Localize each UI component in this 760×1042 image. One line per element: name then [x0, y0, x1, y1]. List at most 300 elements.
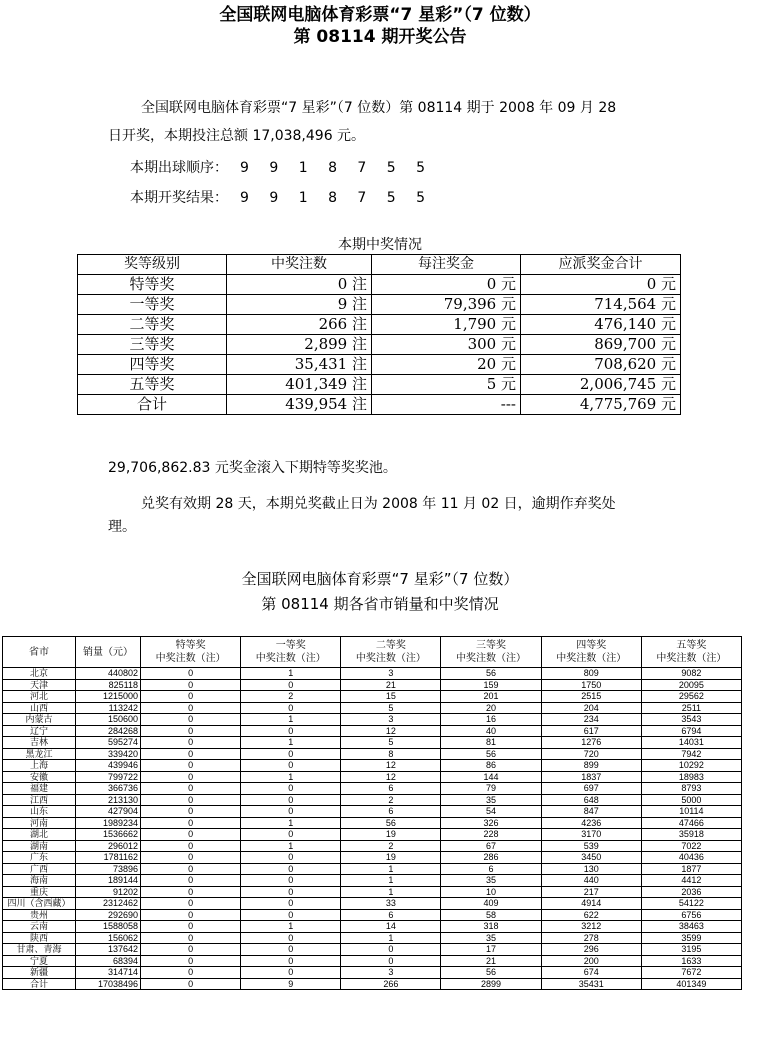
prize-cell: 合计 — [78, 395, 227, 415]
province-winners: 278 — [541, 932, 641, 944]
province-winners: 0 — [141, 967, 241, 979]
prize-cell: 300 元 — [372, 335, 521, 355]
province-winners: 0 — [141, 863, 241, 875]
draw-order-label: 本期出球顺序： — [130, 160, 228, 176]
province-winners: 1276 — [541, 737, 641, 749]
province-winners: 144 — [441, 771, 541, 783]
province-name: 陕西 — [3, 932, 76, 944]
province-winners: 697 — [541, 783, 641, 795]
province-winners: 0 — [241, 783, 341, 795]
province-name: 广西 — [3, 863, 76, 875]
province-winners: 326 — [441, 817, 541, 829]
province-winners: 14 — [341, 921, 441, 933]
province-winners: 18983 — [641, 771, 741, 783]
province-winners: 0 — [241, 886, 341, 898]
announcement-subtitle: 第 08114 期开奖公告 — [293, 27, 467, 47]
province-winners: 35 — [441, 932, 541, 944]
province-winners: 318 — [441, 921, 541, 933]
province-winners: 4412 — [641, 875, 741, 887]
province-winners: 1837 — [541, 771, 641, 783]
province-winners: 33 — [341, 898, 441, 910]
province-sales: 1781162 — [76, 852, 141, 864]
province-row — [3, 714, 742, 726]
province-winners: 2511 — [641, 702, 741, 714]
province-winners: 622 — [541, 909, 641, 921]
province-row — [3, 829, 742, 841]
province-winners: 3 — [341, 714, 441, 726]
prize-cell: 五等奖 — [78, 375, 227, 395]
province-winners: 86 — [441, 760, 541, 772]
province-name: 湖北 — [3, 829, 76, 841]
province-winners: 40 — [441, 725, 541, 737]
province-winners: 5 — [341, 737, 441, 749]
province-winners: 899 — [541, 760, 641, 772]
prize-cell: 869,700 元 — [521, 335, 681, 355]
col-header-grade-special — [141, 637, 241, 668]
province-row — [3, 863, 742, 875]
province-row — [3, 817, 742, 829]
province-winners: 2036 — [641, 886, 741, 898]
province-winners: 1 — [241, 771, 341, 783]
prize-cell: 401,349 注 — [227, 375, 372, 395]
province-winners: 401349 — [641, 978, 741, 990]
prize-table-caption: 本期中奖情况 — [338, 237, 422, 253]
province-winners: 19 — [341, 829, 441, 841]
province-winners: 0 — [141, 760, 241, 772]
draw-result-numbers: 9 9 1 8 7 5 5 — [240, 190, 434, 206]
validity-line-1: 兑奖有效期 28 天，本期兑奖截止日为 2008 年 11 月 02 日，逾期作弃奖处 — [141, 496, 616, 512]
province-name: 海南 — [3, 875, 76, 887]
grade-1-l2: 中奖注数（注） — [255, 653, 326, 664]
prize-cell: 714,564 元 — [521, 295, 681, 315]
province-winners: 0 — [141, 909, 241, 921]
province-sales: 1588058 — [76, 921, 141, 933]
province-sales: 440802 — [76, 668, 141, 680]
province-winners: 234 — [541, 714, 641, 726]
prize-cell: 0 元 — [521, 275, 681, 295]
province-winners: 809 — [541, 668, 641, 680]
province-name: 内蒙古 — [3, 714, 76, 726]
province-winners: 0 — [241, 898, 341, 910]
province-sales: 91202 — [76, 886, 141, 898]
province-winners: 0 — [141, 852, 241, 864]
province-winners: 0 — [241, 702, 341, 714]
prize-cell: 1,790 元 — [372, 315, 521, 335]
province-row — [3, 875, 742, 887]
prize-cell: 0 注 — [227, 275, 372, 295]
province-name: 广东 — [3, 852, 76, 864]
province-winners: 5000 — [641, 794, 741, 806]
prize-row — [78, 375, 681, 395]
province-winners: 35918 — [641, 829, 741, 841]
province-winners: 10292 — [641, 760, 741, 772]
province-winners: 56 — [441, 967, 541, 979]
province-table-header-row — [3, 637, 742, 668]
province-row — [3, 748, 742, 760]
prize-row — [78, 315, 681, 335]
province-winners: 20095 — [641, 679, 741, 691]
province-winners: 6 — [341, 806, 441, 818]
province-winners: 35431 — [541, 978, 641, 990]
grade-5-l1: 五等奖 — [676, 640, 707, 651]
province-winners: 296 — [541, 944, 641, 956]
province-winners: 47466 — [641, 817, 741, 829]
province-name: 天津 — [3, 679, 76, 691]
grade-2-l1: 二等奖 — [375, 640, 406, 651]
province-name: 合计 — [3, 978, 76, 990]
prize-cell: 2,899 注 — [227, 335, 372, 355]
province-sales: 189144 — [76, 875, 141, 887]
province-winners: 217 — [541, 886, 641, 898]
prize-table — [77, 254, 681, 415]
province-winners: 1 — [341, 886, 441, 898]
grade-special-l2: 中奖注数（注） — [155, 653, 226, 664]
province-winners: 7942 — [641, 748, 741, 760]
province-row — [3, 967, 742, 979]
province-winners: 0 — [141, 725, 241, 737]
province-winners: 0 — [141, 875, 241, 887]
province-table — [2, 636, 742, 990]
province-section-title: 全国联网电脑体育彩票“7 星彩”（7 位数） — [241, 570, 519, 588]
province-sales: 156062 — [76, 932, 141, 944]
prize-table-header-row — [78, 255, 681, 275]
province-winners: 1633 — [641, 955, 741, 967]
province-winners: 0 — [141, 748, 241, 760]
prize-cell: 0 元 — [372, 275, 521, 295]
prize-cell: 5 元 — [372, 375, 521, 395]
province-name: 甘肃、青海 — [3, 944, 76, 956]
col-header-prize-per-bet: 每注奖金 — [372, 255, 521, 275]
province-row — [3, 783, 742, 795]
province-winners: 6794 — [641, 725, 741, 737]
province-sales: 427904 — [76, 806, 141, 818]
province-winners: 19 — [341, 852, 441, 864]
province-winners: 0 — [241, 829, 341, 841]
province-winners: 0 — [141, 955, 241, 967]
province-row — [3, 840, 742, 852]
province-winners: 204 — [541, 702, 641, 714]
province-row — [3, 806, 742, 818]
grade-special-l1: 特等奖 — [175, 640, 206, 651]
prize-cell: 708,620 元 — [521, 355, 681, 375]
grade-4-l1: 四等奖 — [576, 640, 607, 651]
province-winners: 4236 — [541, 817, 641, 829]
province-winners: 159 — [441, 679, 541, 691]
province-winners: 0 — [141, 702, 241, 714]
province-winners: 67 — [441, 840, 541, 852]
province-winners: 1 — [341, 932, 441, 944]
province-winners: 617 — [541, 725, 641, 737]
province-winners: 81 — [441, 737, 541, 749]
province-winners: 0 — [241, 944, 341, 956]
province-winners: 14031 — [641, 737, 741, 749]
province-section-subtitle: 第 08114 期各省市销量和中奖情况 — [261, 595, 499, 613]
province-winners: 0 — [141, 714, 241, 726]
province-name: 江西 — [3, 794, 76, 806]
prize-cell: 439,954 注 — [227, 395, 372, 415]
province-winners: 56 — [441, 748, 541, 760]
province-winners: 56 — [441, 668, 541, 680]
province-winners: 0 — [141, 771, 241, 783]
province-name: 新疆 — [3, 967, 76, 979]
province-winners: 6 — [341, 783, 441, 795]
province-winners: 1877 — [641, 863, 741, 875]
province-winners: 6 — [341, 909, 441, 921]
province-winners: 3195 — [641, 944, 741, 956]
province-winners: 5 — [341, 702, 441, 714]
province-sales: 296012 — [76, 840, 141, 852]
province-winners: 2 — [341, 840, 441, 852]
province-sales: 73896 — [76, 863, 141, 875]
province-winners: 720 — [541, 748, 641, 760]
province-winners: 440 — [541, 875, 641, 887]
col-header-total-prize: 应派奖金合计 — [521, 255, 681, 275]
province-row — [3, 771, 742, 783]
province-winners: 0 — [241, 725, 341, 737]
prize-cell: 2,006,745 元 — [521, 375, 681, 395]
province-winners: 201 — [441, 691, 541, 703]
province-table-body — [3, 668, 742, 990]
province-winners: 1 — [241, 921, 341, 933]
province-name: 黑龙江 — [3, 748, 76, 760]
province-winners: 409 — [441, 898, 541, 910]
province-row — [3, 794, 742, 806]
province-winners: 1 — [241, 668, 341, 680]
province-winners: 35 — [441, 875, 541, 887]
grade-2-l2: 中奖注数（注） — [355, 653, 426, 664]
prize-cell: 4,775,769 元 — [521, 395, 681, 415]
province-winners: 286 — [441, 852, 541, 864]
province-winners: 10 — [441, 886, 541, 898]
province-winners: 0 — [241, 852, 341, 864]
province-winners: 0 — [241, 955, 341, 967]
province-winners: 847 — [541, 806, 641, 818]
province-winners: 1750 — [541, 679, 641, 691]
province-winners: 0 — [241, 748, 341, 760]
province-winners: 3 — [341, 668, 441, 680]
province-sales: 150600 — [76, 714, 141, 726]
province-name: 四川（含西藏） — [3, 898, 76, 910]
province-winners: 56 — [341, 817, 441, 829]
province-sales: 595274 — [76, 737, 141, 749]
province-name: 湖南 — [3, 840, 76, 852]
province-winners: 0 — [341, 955, 441, 967]
province-row — [3, 898, 742, 910]
province-row — [3, 725, 742, 737]
province-winners: 0 — [241, 679, 341, 691]
province-name: 河南 — [3, 817, 76, 829]
province-name: 福建 — [3, 783, 76, 795]
province-name: 吉林 — [3, 737, 76, 749]
province-row — [3, 691, 742, 703]
province-row — [3, 909, 742, 921]
province-winners: 35 — [441, 794, 541, 806]
province-winners: 10114 — [641, 806, 741, 818]
col-header-grade: 奖等级别 — [78, 255, 227, 275]
province-winners: 1 — [241, 737, 341, 749]
province-winners: 7022 — [641, 840, 741, 852]
province-winners: 3170 — [541, 829, 641, 841]
validity-line-2: 理。 — [108, 519, 136, 535]
province-winners: 0 — [141, 944, 241, 956]
province-winners: 79 — [441, 783, 541, 795]
province-winners: 6 — [441, 863, 541, 875]
province-winners: 0 — [141, 840, 241, 852]
province-winners: 29562 — [641, 691, 741, 703]
draw-order — [130, 157, 433, 177]
province-sales: 113242 — [76, 702, 141, 714]
province-sales: 284268 — [76, 725, 141, 737]
prize-cell: 二等奖 — [78, 315, 227, 335]
province-name: 河北 — [3, 691, 76, 703]
rollover-note: 29,706,862.83 元奖金滚入下期特等奖奖池。 — [108, 460, 397, 476]
prize-cell: 266 注 — [227, 315, 372, 335]
province-winners: 16 — [441, 714, 541, 726]
province-row — [3, 737, 742, 749]
prize-cell: 9 注 — [227, 295, 372, 315]
province-sales: 825118 — [76, 679, 141, 691]
province-winners: 20 — [441, 702, 541, 714]
province-name: 安徽 — [3, 771, 76, 783]
province-name: 宁夏 — [3, 955, 76, 967]
province-sales: 2312462 — [76, 898, 141, 910]
province-sales: 799722 — [76, 771, 141, 783]
province-winners: 54 — [441, 806, 541, 818]
province-winners: 1 — [241, 817, 341, 829]
province-sales: 292690 — [76, 909, 141, 921]
province-winners: 8 — [341, 748, 441, 760]
province-name: 贵州 — [3, 909, 76, 921]
province-sales: 439946 — [76, 760, 141, 772]
province-winners: 0 — [241, 909, 341, 921]
province-winners: 0 — [141, 932, 241, 944]
prize-row — [78, 355, 681, 375]
province-name: 重庆 — [3, 886, 76, 898]
province-winners: 1 — [341, 875, 441, 887]
province-winners: 7672 — [641, 967, 741, 979]
col-header-grade-5 — [641, 637, 741, 668]
province-name: 北京 — [3, 668, 76, 680]
announcement-title: 全国联网电脑体育彩票“7 星彩”（7 位数） — [219, 5, 541, 25]
province-winners: 0 — [141, 978, 241, 990]
province-winners: 200 — [541, 955, 641, 967]
prize-cell: 79,396 元 — [372, 295, 521, 315]
province-winners: 3543 — [641, 714, 741, 726]
province-winners: 0 — [141, 783, 241, 795]
province-sales: 17038496 — [76, 978, 141, 990]
province-row — [3, 760, 742, 772]
province-winners: 6756 — [641, 909, 741, 921]
province-winners: 15 — [341, 691, 441, 703]
prize-cell: 35,431 注 — [227, 355, 372, 375]
province-name: 云南 — [3, 921, 76, 933]
col-header-sales: 销量（元） — [76, 637, 141, 668]
prize-cell: 一等奖 — [78, 295, 227, 315]
prize-cell: 20 元 — [372, 355, 521, 375]
province-name: 上海 — [3, 760, 76, 772]
grade-1-l1: 一等奖 — [275, 640, 306, 651]
province-sales: 1536662 — [76, 829, 141, 841]
province-sales: 1215000 — [76, 691, 141, 703]
prize-row — [78, 395, 681, 415]
province-winners: 266 — [341, 978, 441, 990]
province-winners: 3 — [341, 967, 441, 979]
grade-5-l2: 中奖注数（注） — [656, 653, 727, 664]
province-winners: 0 — [241, 794, 341, 806]
province-winners: 3450 — [541, 852, 641, 864]
province-row — [3, 886, 742, 898]
province-winners: 0 — [141, 737, 241, 749]
province-sales: 366736 — [76, 783, 141, 795]
province-sales: 1989234 — [76, 817, 141, 829]
col-header-grade-1 — [241, 637, 341, 668]
province-winners: 17 — [441, 944, 541, 956]
province-sales: 68394 — [76, 955, 141, 967]
province-winners: 1 — [341, 863, 441, 875]
intro-line-1: 全国联网电脑体育彩票“7 星彩”（7 位数）第 08114 期于 2008 年 09 月 28 — [141, 100, 617, 116]
prize-cell: 特等奖 — [78, 275, 227, 295]
province-winners: 2 — [241, 691, 341, 703]
province-winners: 0 — [141, 806, 241, 818]
province-winners: 0 — [141, 817, 241, 829]
province-name: 山西 — [3, 702, 76, 714]
province-winners: 9082 — [641, 668, 741, 680]
province-winners: 9 — [241, 978, 341, 990]
col-header-province: 省市 — [3, 637, 76, 668]
province-sales: 339420 — [76, 748, 141, 760]
province-row — [3, 679, 742, 691]
province-winners: 0 — [241, 875, 341, 887]
province-winners: 0 — [141, 886, 241, 898]
prize-row — [78, 295, 681, 315]
province-winners: 54122 — [641, 898, 741, 910]
province-row — [3, 921, 742, 933]
province-winners: 0 — [241, 932, 341, 944]
province-winners: 21 — [441, 955, 541, 967]
province-winners: 8793 — [641, 783, 741, 795]
province-sales: 137642 — [76, 944, 141, 956]
province-winners: 228 — [441, 829, 541, 841]
province-winners: 0 — [141, 668, 241, 680]
province-winners: 40436 — [641, 852, 741, 864]
province-name: 山东 — [3, 806, 76, 818]
province-winners: 0 — [241, 967, 341, 979]
col-header-grade-2 — [341, 637, 441, 668]
province-winners: 2899 — [441, 978, 541, 990]
grade-3-l1: 三等奖 — [476, 640, 507, 651]
province-winners: 12 — [341, 771, 441, 783]
province-row — [3, 978, 742, 990]
province-winners: 21 — [341, 679, 441, 691]
prize-cell: 476,140 元 — [521, 315, 681, 335]
grade-4-l2: 中奖注数（注） — [556, 653, 627, 664]
draw-result-label: 本期开奖结果： — [130, 190, 228, 206]
prize-cell: --- — [372, 395, 521, 415]
province-row — [3, 944, 742, 956]
col-header-grade-4 — [541, 637, 641, 668]
province-winners: 0 — [141, 829, 241, 841]
province-row — [3, 668, 742, 680]
col-header-grade-3 — [441, 637, 541, 668]
province-winners: 2 — [341, 794, 441, 806]
province-name: 辽宁 — [3, 725, 76, 737]
province-winners: 3212 — [541, 921, 641, 933]
draw-order-numbers: 9 9 1 8 7 5 5 — [240, 160, 434, 176]
province-sales: 213130 — [76, 794, 141, 806]
draw-result — [130, 187, 433, 207]
province-winners: 4914 — [541, 898, 641, 910]
province-winners: 12 — [341, 760, 441, 772]
